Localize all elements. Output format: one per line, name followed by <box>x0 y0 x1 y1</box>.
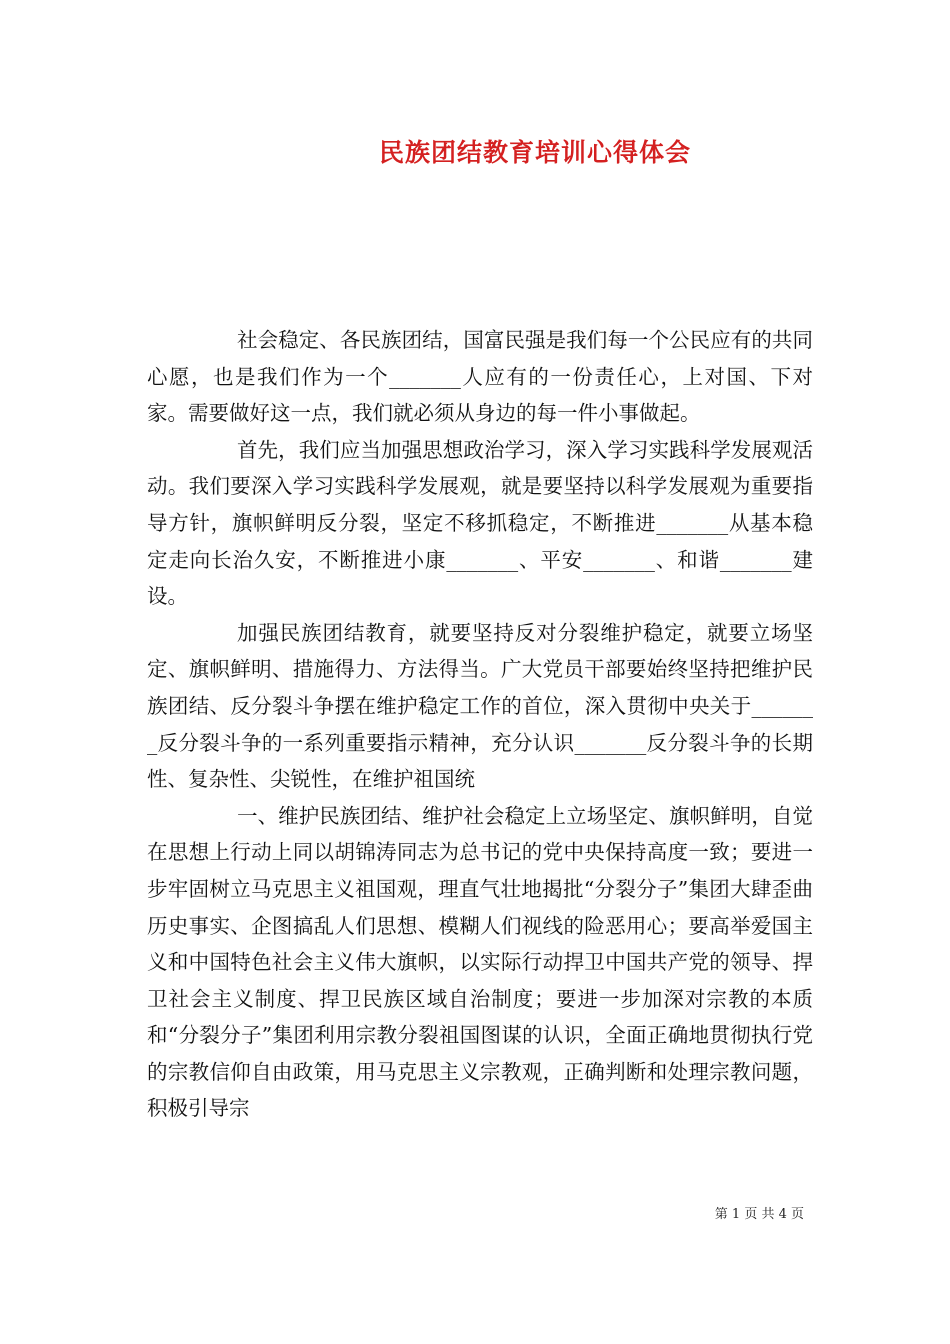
paragraph: 社会稳定、各民族团结，国富民强是我们每一个公民应有的共同心愿，也是我们作为一个_______人应有的一份责任心，上对国、下对家。需要做好这一点，我们就必须从身边的每一件小事做起。 <box>147 328 813 426</box>
paragraph: 首先，我们应当加强思想政治学习，深入学习实践科学发展观活动。我们要深入学习实践科学发展观，就是要坚持以科学发展观为重要指导方针，旗帜鲜明反分裂，坚定不移抓稳定，不断推进_______从基本稳定走向长治久安，不断推进小康_______、平安_______、和谐_______建设。 <box>147 437 813 609</box>
document-title: 民族团结教育培训心得体会 <box>378 138 691 167</box>
document-body <box>147 322 813 1127</box>
page-number: 第 1 页 共 4 页 <box>714 1207 804 1222</box>
paragraph: 一、维护民族团结、维护社会稳定上立场坚定、旗帜鲜明，自觉在思想上行动上同以胡锦涛同志为总书记的党中央保持高度一致；要进一步牢固树立马克思主义祖国观，理直气壮地揭批“分裂分子”集团大肆歪曲历史事实、企图搞乱人们思想、模糊人们视线的险恶用心；要高举爱国主义和中国特色社会主义伟大旗帜，以实际行动捍卫中国共产党的领导、捍卫社会主义制度、捍卫民族区域自治制度；要进一步加深对宗教的本质和“分裂分子”集团利用宗教分裂祖国图谋的认识，全面正确地贯彻执行党的宗教信仰自由政策，用马克思主义宗教观，正确判断和处理宗教问题，积极引导宗 <box>147 803 813 1121</box>
paragraph: 加强民族团结教育，就要坚持反对分裂维护稳定，就要立场坚定、旗帜鲜明、措施得力、方法得当。广大党员干部要始终坚持把维护民族团结、反分裂斗争摆在维护稳定工作的首位，深入贯彻中央关于_______反分裂斗争的一系列重要指示精神，充分认识_______反分裂斗争的长期性、复杂性、尖锐性，在维护祖国统 <box>147 620 813 792</box>
